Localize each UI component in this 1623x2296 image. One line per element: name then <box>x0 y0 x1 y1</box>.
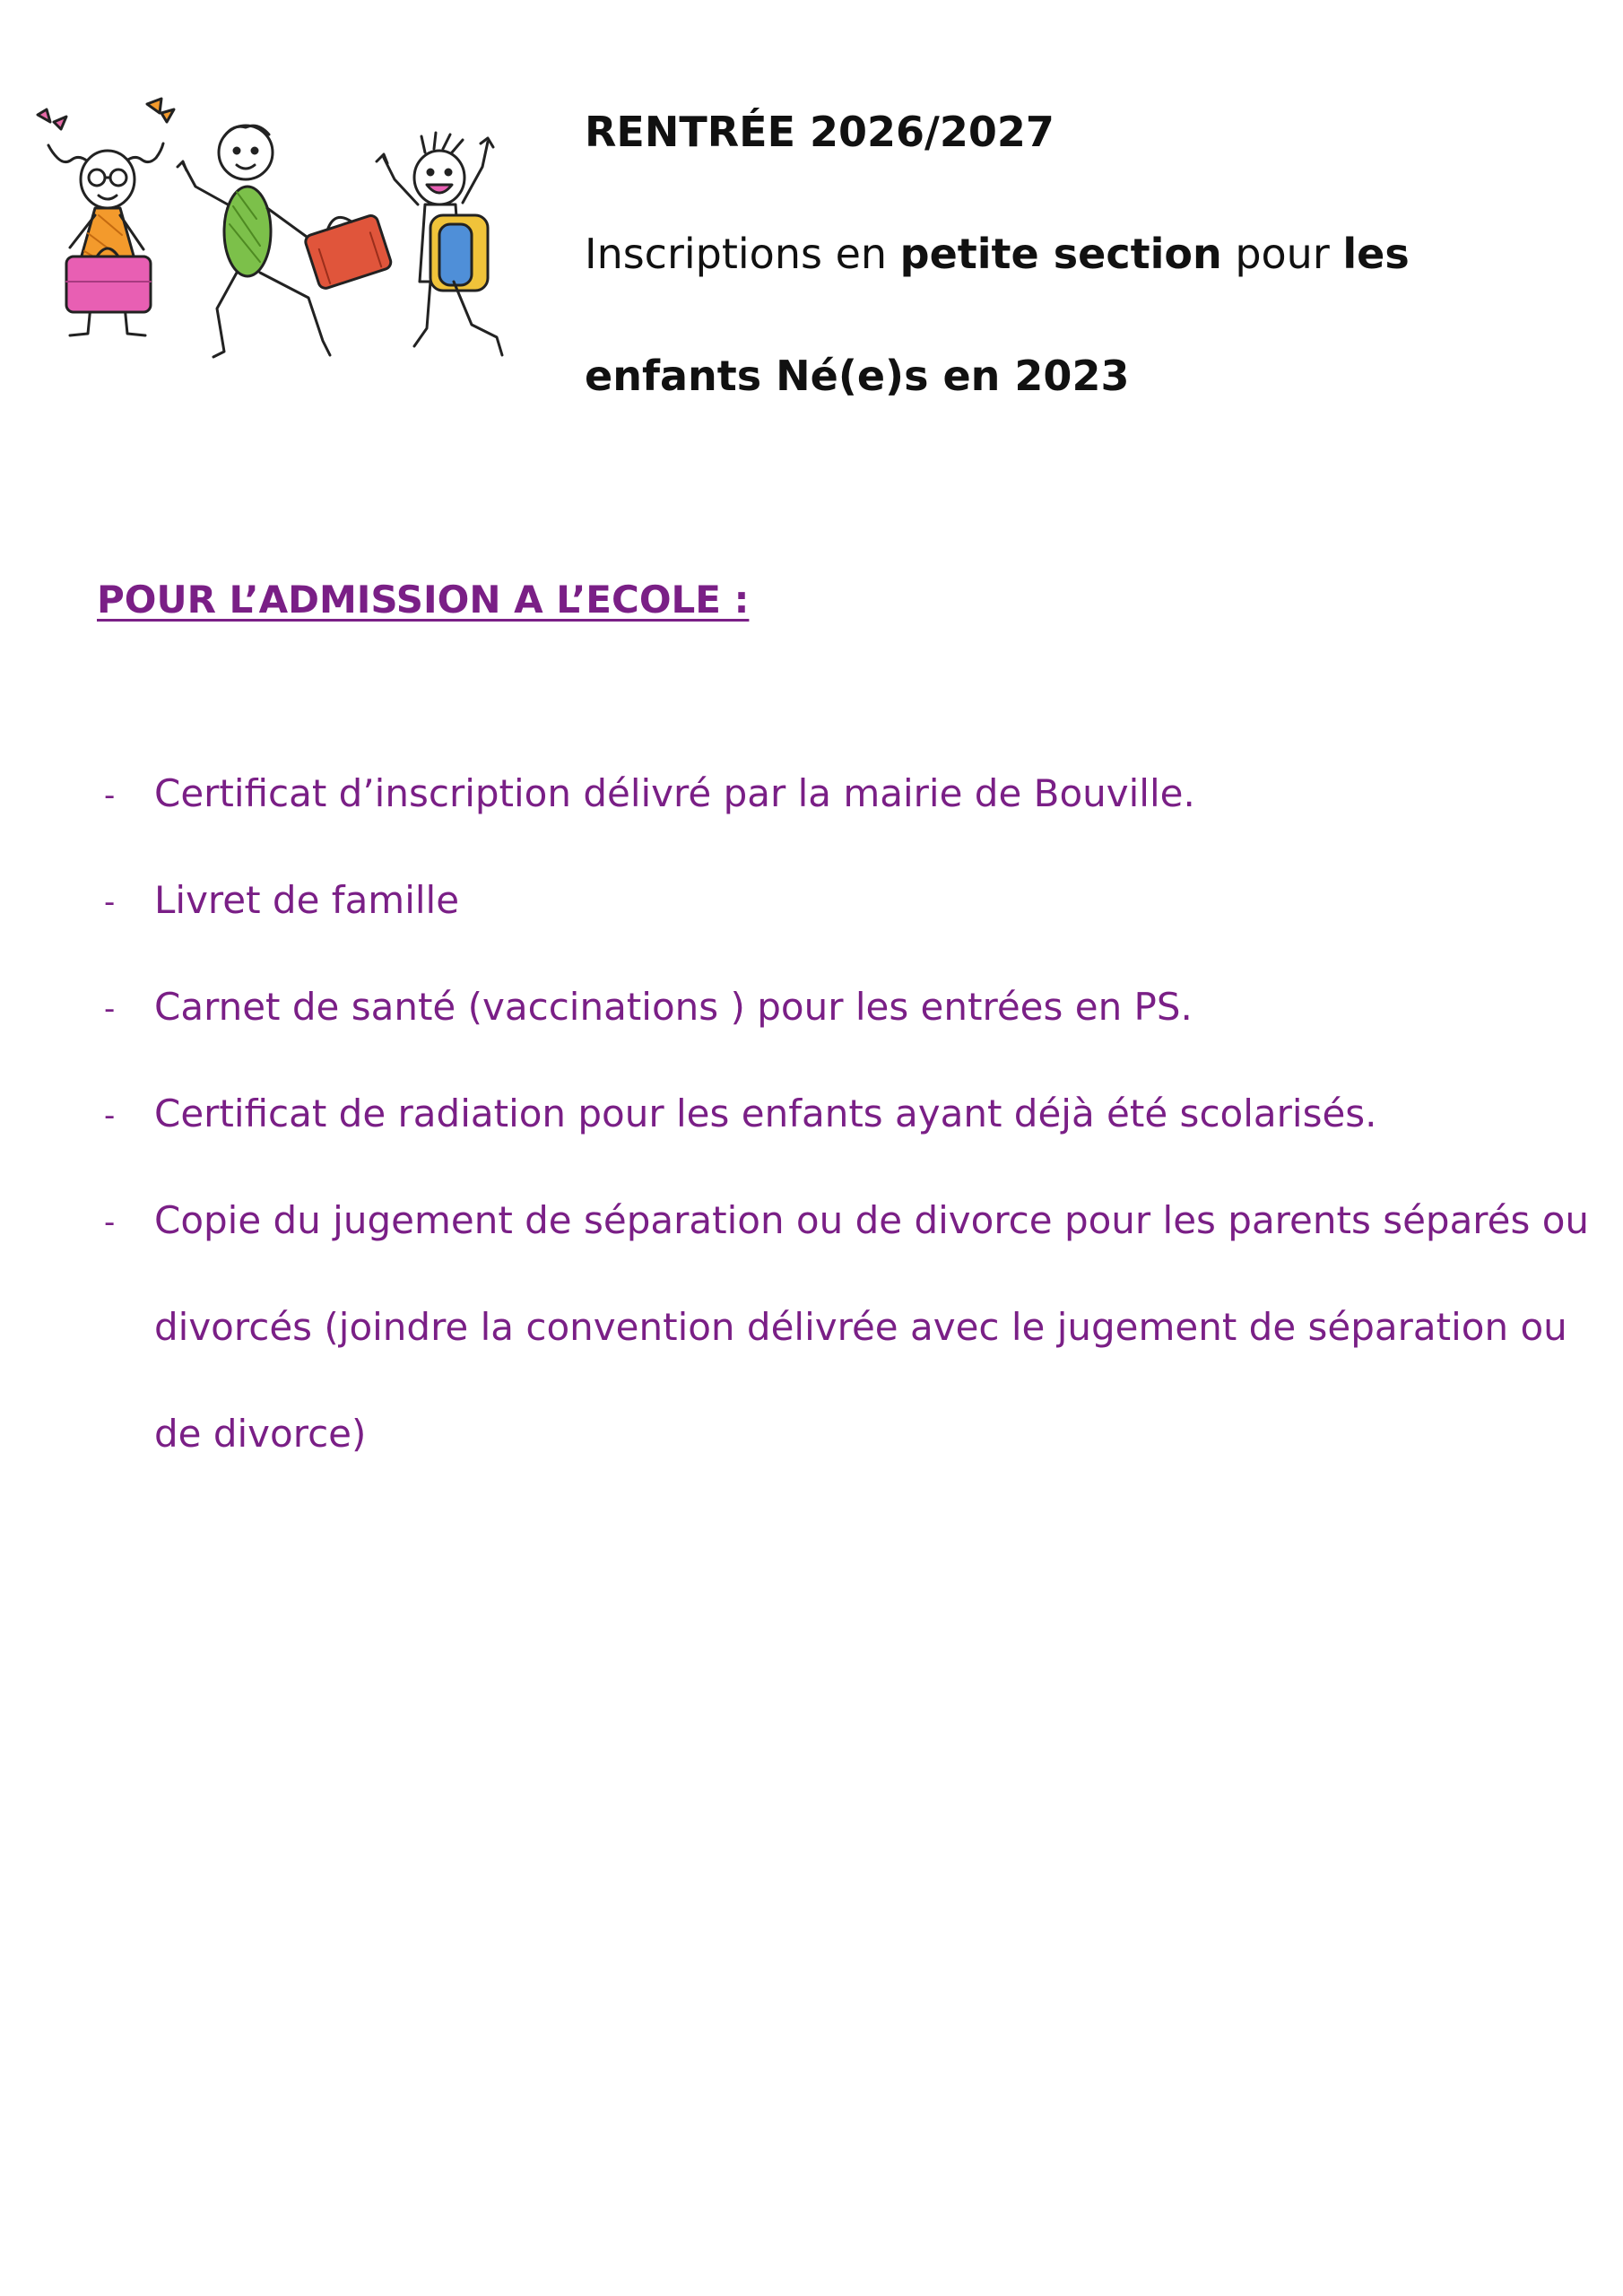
list-item: Certificat d’inscription délivré par la mairie de Bouville. <box>154 771 1195 815</box>
list-item: Certificat de radiation pour les enfants ayant déjà été scolarisés. <box>154 1091 1377 1135</box>
list-bullet: - <box>104 1205 116 1240</box>
list-bullet: - <box>104 884 116 920</box>
list-item: Carnet de santé (vaccinations ) pour les entrées en PS. <box>154 985 1193 1029</box>
list-item: Copie du jugement de séparation ou de divorce pour les parents séparés ou <box>154 1198 1590 1242</box>
list-item: Livret de famille <box>154 878 460 922</box>
page-title: RENTRÉE 2026/2027 <box>585 108 1055 156</box>
subtitle-emphasis: les <box>1342 230 1410 278</box>
list-item: de divorce) <box>154 1412 367 1456</box>
list-bullet: - <box>104 778 116 813</box>
subtitle-emphasis: petite section <box>899 230 1222 278</box>
subtitle-line-2: enfants Né(e)s en 2023 <box>585 352 1130 400</box>
list-item: divorcés (joindre la convention délivrée avec le jugement de séparation ou <box>154 1305 1567 1349</box>
list-bullet: - <box>104 991 116 1027</box>
list-bullet: - <box>104 1098 116 1134</box>
subtitle-text: Inscriptions en <box>585 230 900 278</box>
section-heading: POUR L’ADMISSION A L’ECOLE : <box>97 578 750 622</box>
subtitle-text: pour <box>1221 230 1343 278</box>
